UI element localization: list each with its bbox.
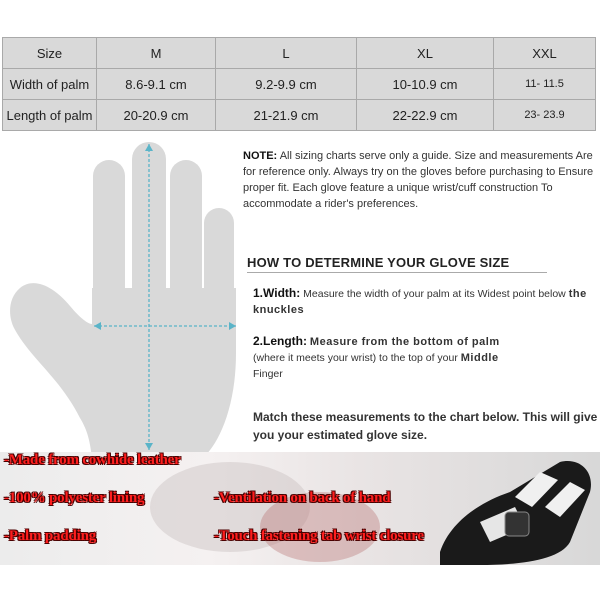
step-length-emphasis: Middle <box>460 352 499 364</box>
step-width-label: 1.Width: <box>253 286 301 300</box>
table-row <box>3 69 596 100</box>
feature-palm-padding: -Palm padding <box>4 528 97 544</box>
step-length-text: (where it meets your wrist) to the top of your <box>253 352 458 364</box>
table-cell: Width of palm <box>3 69 97 100</box>
table-cell: 22-22.9 cm <box>357 100 494 131</box>
note-paragraph <box>243 148 598 212</box>
palm-shape <box>10 283 236 460</box>
hand-illustration <box>0 138 240 460</box>
step-length-label: 2.Length: <box>253 334 307 348</box>
glove-photo <box>420 452 600 565</box>
table-cell: 21-21.9 cm <box>216 100 357 131</box>
note-label: NOTE: <box>243 150 278 162</box>
feature-lining: -100% polyester lining <box>4 490 145 506</box>
table-cell: 23- 23.9 <box>494 100 596 131</box>
table-cell: 9.2-9.9 cm <box>216 69 357 100</box>
table-cell: L <box>216 38 357 69</box>
table-cell: 20-20.9 cm <box>97 100 216 131</box>
feature-ventilation: -Ventilation on back of hand <box>214 490 391 506</box>
hand-diagram <box>0 138 240 460</box>
table-cell: 8.6-9.1 cm <box>97 69 216 100</box>
feature-wrist-closure: -Touch fastening tab wrist closure <box>214 528 424 544</box>
step-width <box>253 285 598 318</box>
table-cell: 11- 11.5 <box>494 69 596 100</box>
size-chart-table <box>2 37 596 131</box>
note-block <box>243 148 598 212</box>
step-length-tail: Finger <box>253 368 283 380</box>
table-cell: XL <box>357 38 494 69</box>
step-width-text: Measure the width of your palm at its Widest point below <box>303 288 566 300</box>
feature-cowhide: -Made from cowhide leather <box>4 452 181 468</box>
note-text: All sizing charts serve only a guide. Size and measurements Are for reference only. Always try on the gloves before purchasing to Ensure proper fit. Each glove feature a unique wrist/cuff construction To accommodate a rider's preferences. <box>243 150 594 210</box>
step-width-emphasis: the knuckles <box>253 288 587 316</box>
step-length-lead: Measure from the bottom of palm <box>309 336 500 348</box>
glove-logo-patch <box>505 512 529 536</box>
feature-banner <box>0 452 600 565</box>
table-cell: 10-10.9 cm <box>357 69 494 100</box>
step-length <box>253 333 598 382</box>
table-cell: Length of palm <box>3 100 97 131</box>
table-cell: Size <box>3 38 97 69</box>
table-header-row <box>3 38 596 69</box>
table-row <box>3 100 596 131</box>
table-cell: XXL <box>494 38 596 69</box>
howto-heading: HOW TO DETERMINE YOUR GLOVE SIZE <box>247 255 547 273</box>
table-cell: M <box>97 38 216 69</box>
match-instruction: Match these measurements to the chart below. This will give you your estimated glove size. <box>253 410 598 442</box>
